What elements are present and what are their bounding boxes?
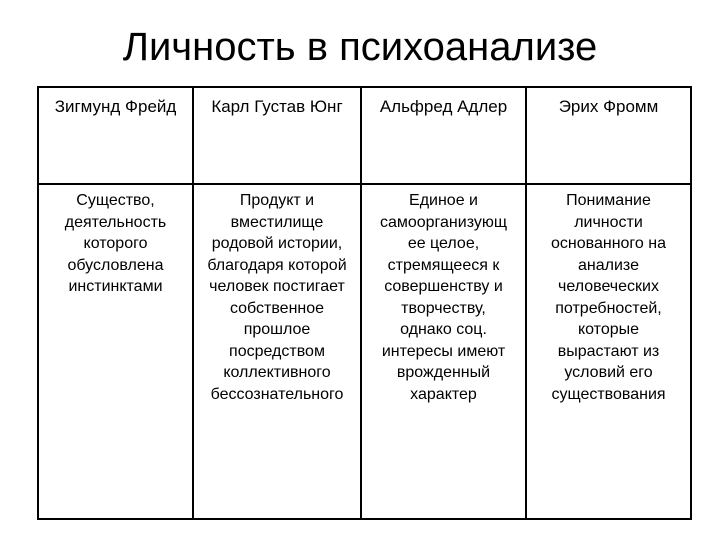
slide-title: Личность в психоанализе [122, 25, 598, 69]
cell-jung: Продукт и вместилище родовой истории, благодаря которой человек постигает собственное прошлое посредством коллективного бессознательного [193, 184, 361, 519]
comparison-table [37, 86, 692, 520]
table-row [38, 184, 691, 519]
header-adler: Альфред Адлер [361, 87, 526, 184]
cell-fromm: Понимание личности основанного на анализе человеческих потребностей, которые вырастают из условий его существования [526, 184, 691, 519]
cell-adler: Единое и самоорганизующ ее целое, стремящееся к совершенству и творчеству, однако соц. интересы имеют врожденный характер [361, 184, 526, 519]
cell-freud: Существо, деятельность которого обусловлена инстинктами [38, 184, 193, 519]
header-jung: Карл Густав Юнг [193, 87, 361, 184]
table-header-row [38, 87, 691, 184]
header-fromm: Эрих Фромм [526, 87, 691, 184]
header-freud: Зигмунд Фрейд [38, 87, 193, 184]
